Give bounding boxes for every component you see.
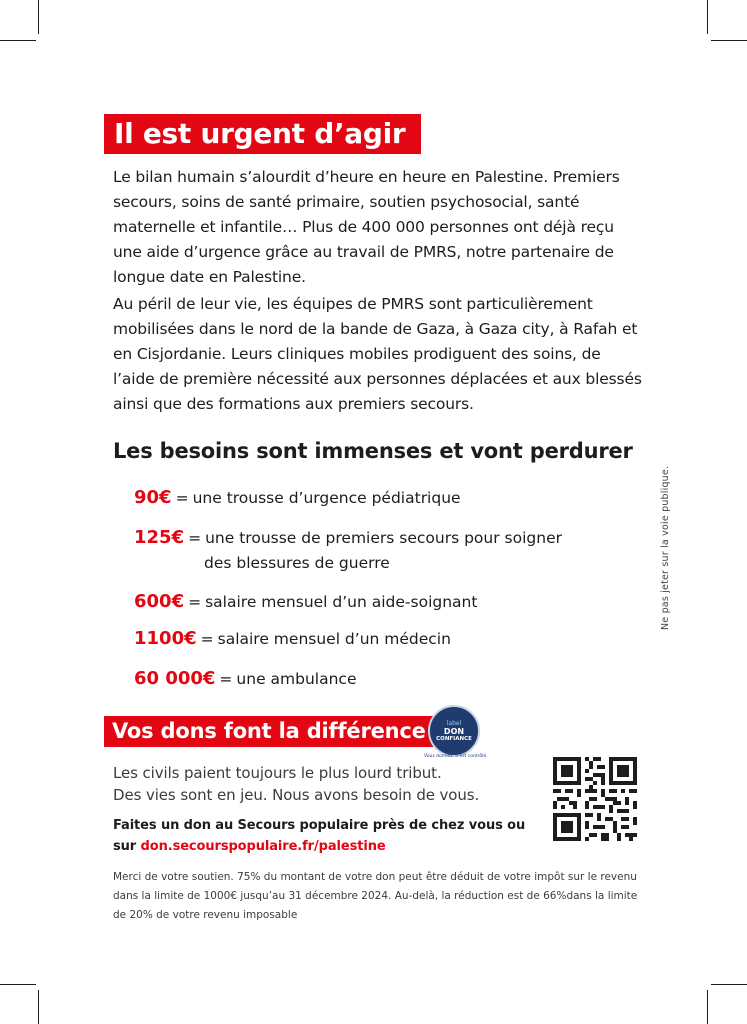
need-separator: =: [175, 489, 189, 507]
crop-mark: [0, 984, 36, 985]
badge-label: label: [446, 719, 462, 727]
need-text: une ambulance: [236, 670, 357, 688]
need-text: une trousse de premiers secours pour soigner: [205, 529, 562, 547]
crop-mark: [711, 40, 747, 41]
dons-banner: Vos dons font la différence: [104, 716, 440, 747]
crop-mark: [0, 40, 36, 41]
cta-prefix: sur: [113, 839, 137, 854]
need-text: salaire mensuel d’un aide-soignant: [205, 593, 478, 611]
crop-mark: [707, 990, 708, 1024]
need-amount: 1100€: [134, 628, 197, 649]
crop-mark: [38, 0, 39, 34]
need-separator: =: [188, 529, 202, 547]
need-amount: 125€: [134, 527, 185, 548]
intro-paragraph: Le bilan humain s’alourdit d’heure en heure en Palestine. Premiers secours, soins de santé primaire, soutien psychosocial, santé maternelle et infantile… Plus de 400 000 personnes ont déjà reçu une aide d’urgence grâce au travail de PMRS, notre partenaire de longue date en Palestine.: [113, 168, 620, 286]
crop-mark: [711, 984, 747, 985]
besoins-heading: Les besoins sont immenses et vont perdurer: [113, 439, 633, 463]
pmrs-paragraph: Au péril de leur vie, les équipes de PMRS sont particulièrement mobilisées dans le nord de la bande de Gaza, à Gaza city, à Rafah et en Cisjordanie. Leurs cliniques mobiles prodiguent des soins, de l’aide de première nécessité aux personnes déplacées et aux blessés ainsi que des formations aux premiers secours.: [113, 295, 642, 413]
cta-line: Faites un don au Secours populaire près de chez vous ou: [113, 818, 526, 833]
badge-confiance: CONFIANCE: [436, 735, 472, 742]
need-text: une trousse d’urgence pédiatrique: [192, 489, 461, 507]
side-note: Ne pas jeter sur la voie publique.: [660, 465, 671, 630]
need-separator: =: [200, 630, 214, 648]
need-separator: =: [188, 593, 202, 611]
legal-notice: Merci de votre soutien. 75% du montant de votre don peut être déduit de votre impôt sur le revenu dans la limite de 1000€ jusqu’au 31 décembre 2024. Au-delà, la réduction est de 66%dans la limite de 20% de votre revenu imposable: [113, 871, 638, 921]
donate-link[interactable]: don.secourspopulaire.fr/palestine: [140, 839, 386, 854]
crop-mark: [707, 0, 708, 34]
need-item: [134, 589, 477, 615]
need-amount: 60 000€: [134, 668, 216, 689]
crop-mark: [38, 990, 39, 1024]
need-item: [134, 525, 562, 576]
badge-don: DON: [443, 726, 465, 736]
need-item: [134, 485, 461, 511]
donate-cta: [113, 815, 525, 857]
civils-text: [113, 762, 479, 806]
qr-code-icon[interactable]: [553, 757, 637, 841]
civils-line: Les civils paient toujours le plus lourd tribut.: [113, 764, 442, 782]
badge-tagline: Vous donnez. Il est contrôlé.: [424, 754, 488, 759]
don-confiance-badge: [428, 705, 480, 757]
need-amount: 600€: [134, 591, 185, 612]
civils-line: Des vies sont en jeu. Nous avons besoin de vous.: [113, 786, 480, 804]
need-text-continued: des blessures de guerre: [204, 554, 390, 572]
need-text: salaire mensuel d’un médecin: [217, 630, 451, 648]
page-title: Il est urgent d’agir: [104, 114, 421, 154]
need-amount: 90€: [134, 487, 172, 508]
need-item: [134, 666, 356, 692]
need-item: [134, 626, 451, 652]
need-separator: =: [219, 670, 233, 688]
